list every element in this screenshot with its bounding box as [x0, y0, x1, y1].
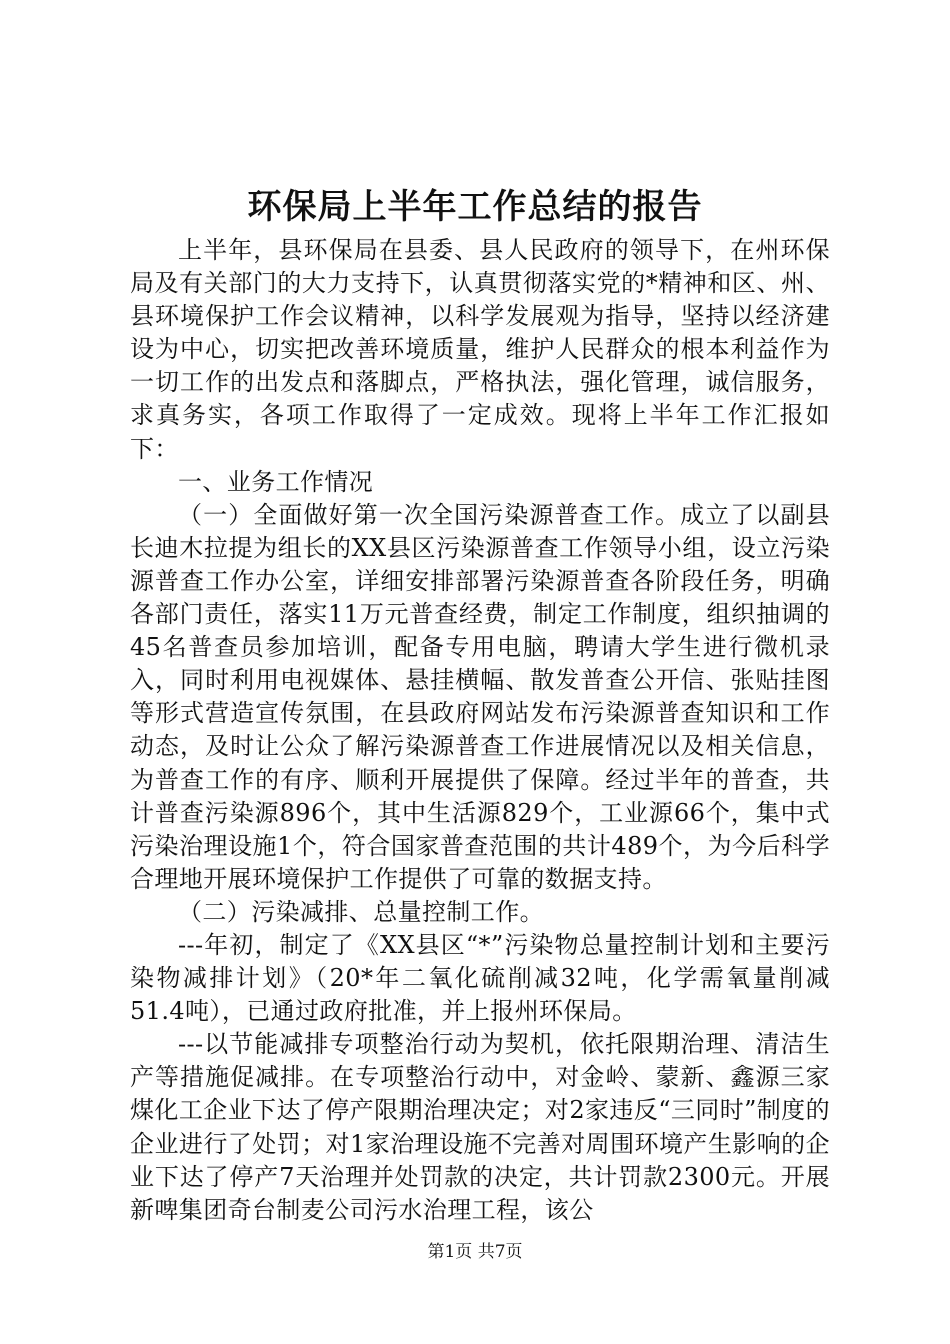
page-number-footer: 第1页 共7页	[427, 1242, 523, 1262]
document-body	[130, 234, 830, 1227]
intro-paragraph: 上半年，县环保局在县委、县人民政府的领导下，在州环保局及有关部门的大力支持下，认真贯彻落实党的*精神和区、州、县环境保护工作会议精神，以科学发展观为指导，坚持以经济建设为中心，切实把改善环境质量，维护人民群众的根本利益作为一切工作的出发点和落脚点，严格执法，强化管理，诚信服务，求真务实，各项工作取得了一定成效。现将上半年工作汇报如下：	[130, 236, 830, 463]
pollution-census-paragraph: （一）全面做好第一次全国污染源普查工作。成立了以副县长迪木拉提为组长的XX县区污染源普查工作领导小组，设立污染源普查工作办公室，详细安排部署污染源普查各阶段任务，明确各部门责任，落实11万元普查经费，制定工作制度，组织抽调的45名普查员参加培训，配备专用电脑，聘请大学生进行微机录入，同时利用电视媒体、悬挂横幅、散发普查公开信、张贴挂图等形式营造宣传氛围，在县政府网站发布污染源普查知识和工作动态，及时让公众了解污染源普查工作进展情况以及相关信息，为普查工作的有序、顺利开展提供了保障。经过半年的普查，共计普查污染源896个，其中生活源829个，工业源66个，集中式污染治理设施1个，符合国家普查范围的共计489个，为今后科学合理地开展环境保护工作提供了可靠的数据支持。	[130, 500, 830, 893]
document-title: 环保局上半年工作总结的报告	[247, 187, 703, 227]
special-rectification-paragraph: ---以节能减排专项整治行动为契机，依托限期治理、清洁生产等措施促减排。在专项整治行动中，对金岭、蒙新、鑫源三家煤化工企业下达了停产限期治理决定；对2家违反“三同时”制度的企业进行了处罚；对1家治理设施不完善对周围环境产生影响的企业下达了停产7天治理并处罚款的决定，共计罚款2300元。开展新啤集团奇台制麦公司污水治理工程，该公	[130, 1030, 830, 1224]
emission-plan-paragraph: ---年初，制定了《XX县区“*”污染物总量控制计划和主要污染物减排计划》（20*年二氧化硫削减32吨，化学需氧量削减51.4吨），已通过政府批准，并上报州环保局。	[130, 930, 830, 1026]
section-heading-business: 一、业务工作情况	[178, 467, 374, 496]
subsection-heading-emission-reduction: （二）污染减排、总量控制工作。	[178, 897, 544, 926]
